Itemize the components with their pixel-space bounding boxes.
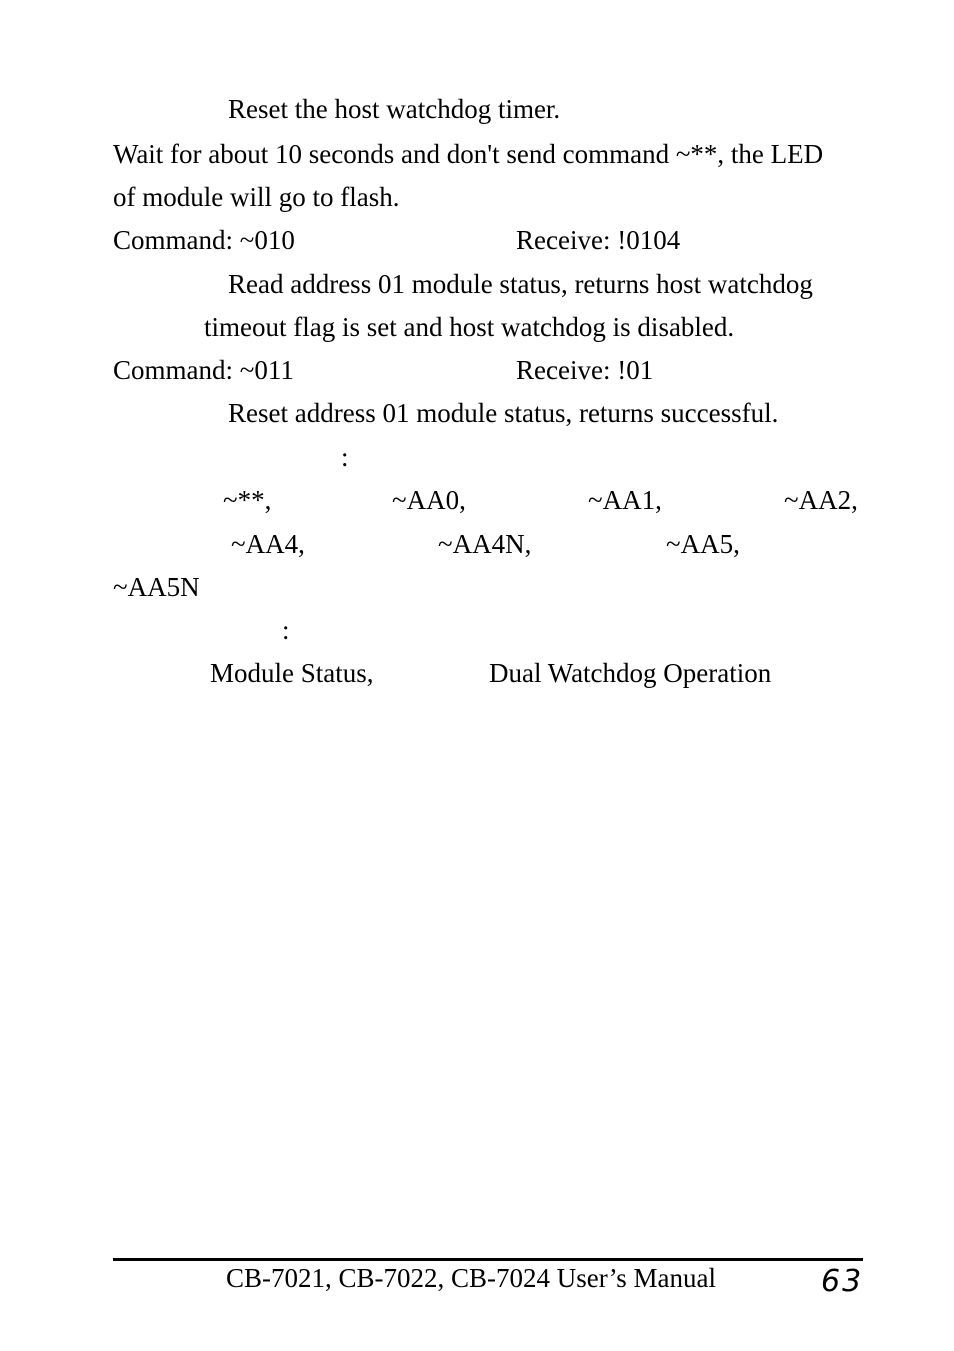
example-receive-0104: Receive: !0104: [516, 225, 681, 255]
example-011-description: Reset address 01 module status, returns successful.: [228, 398, 779, 428]
related-command-item: ~AA4N,: [438, 529, 532, 559]
related-command-item: ~AA2,: [784, 485, 858, 515]
related-topic-item: Dual Watchdog Operation: [489, 658, 772, 688]
example-receive-01: Receive: !01: [516, 355, 654, 385]
page-number: 63: [821, 1264, 864, 1299]
example-command-011: Command: ~011: [113, 355, 294, 385]
related-topic-item: Module Status,: [210, 658, 374, 688]
related-command-item: ~AA0,: [392, 485, 466, 515]
footer-divider: [113, 1258, 863, 1261]
related-topics-colon: :: [282, 615, 290, 645]
reset-description: Reset the host watchdog timer.: [228, 94, 561, 124]
related-command-item: ~**,: [223, 485, 272, 515]
wait-instruction-line1: Wait for about 10 seconds and don't send command ~**, the LED: [113, 139, 824, 169]
related-command-item: ~AA5,: [666, 529, 740, 559]
example-010-description-line2: timeout flag is set and host watchdog is disabled.: [204, 312, 735, 342]
footer-manual-title: CB-7021, CB-7022, CB-7024 User’s Manual: [226, 1263, 716, 1293]
example-010-description-line1: Read address 01 module status, returns host watchdog: [228, 269, 813, 299]
related-commands-colon: :: [341, 442, 349, 472]
wait-instruction-line2: of module will go to flash.: [113, 182, 400, 212]
example-command-010: Command: ~010: [113, 225, 295, 255]
related-command-item: ~AA4,: [231, 529, 305, 559]
related-command-item: ~AA5N: [113, 572, 200, 602]
related-command-item: ~AA1,: [588, 485, 662, 515]
